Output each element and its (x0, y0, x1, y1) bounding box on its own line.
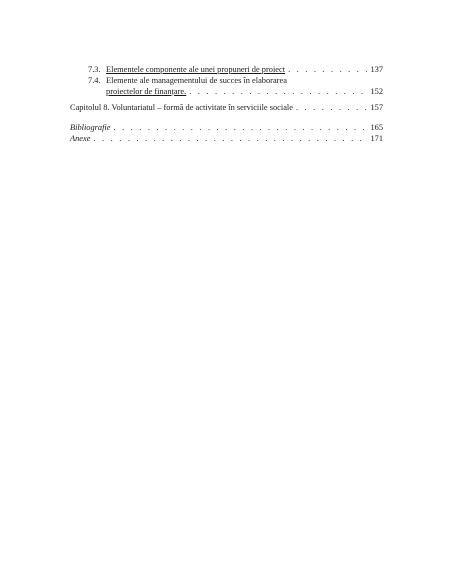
toc-entry-page: 152 (370, 87, 383, 96)
toc-chapter-page: 157 (370, 103, 383, 112)
toc-leader-dots (113, 122, 367, 133)
toc-chapter-title: Capitolul 8. Voluntariatul – formă de activitate în serviciile sociale (70, 103, 293, 112)
toc-entry-number: 7.3. (88, 65, 101, 74)
toc-entry-title: Elemente ale managementului de succes în elaborarea (106, 76, 287, 85)
toc-leader-dots (288, 64, 367, 75)
toc-entry-page: 137 (370, 65, 383, 74)
toc-leader-dots (296, 102, 367, 113)
toc-bibliografie-page: 165 (370, 123, 383, 132)
toc-entry-7-3[interactable] (70, 64, 383, 75)
toc-anexe[interactable] (70, 133, 383, 144)
toc-entry-number: 7.4. (88, 76, 101, 85)
toc-bibliografie-title: Bibliografie (70, 123, 111, 132)
toc-entry-7-4-line2[interactable] (70, 86, 383, 97)
section-gap (70, 113, 383, 122)
toc-bibliografie[interactable] (70, 122, 383, 133)
toc-entry-title: Elementele componente ale unei propuneri de proiect (106, 65, 286, 74)
toc-anexe-page: 171 (370, 134, 383, 143)
toc-leader-dots (93, 133, 367, 144)
toc-entry-title-continued: proiectelor de finanțare. (106, 87, 187, 96)
toc-leader-dots (189, 86, 367, 97)
table-of-contents (70, 64, 383, 144)
toc-anexe-title: Anexe (70, 134, 91, 143)
toc-chapter-8[interactable] (70, 102, 383, 113)
toc-entry-7-4-line1[interactable] (70, 75, 383, 86)
